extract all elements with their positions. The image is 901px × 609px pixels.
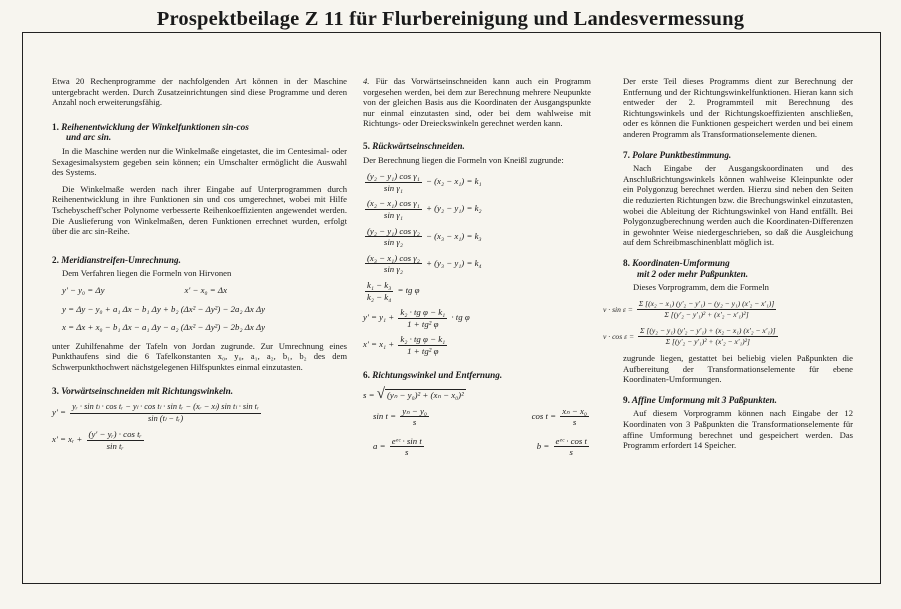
formula-kneissl-4: $\frac{\text{(x₃ − x₁) cos γ₂}}{\text{sin γ₂}}$ + (y₃ − y₁) = k₄ [367,252,482,275]
section-1-heading: 1. Reihenentwicklung der Winkelfunktionen sin-cos und arc sin. [52,121,249,143]
formula-kneissl-3: $\frac{\text{(y₂ − y₁) cos γ₂}}{\text{sin γ₂}}$ − (x₃ − x₁) = k₃ [367,225,482,248]
section-4-text: 4. Für das Vorwärtseinschneiden kann auch ein Programm vorgesehen werden, bei dem zur Berechnung mehrere Neupunkte von der gleichen Basis aus die Koordinaten der Ausgangspunkte nur einmal einzutasten sind, oder bei dem wahlweise mit Richtungs- oder Dreieckswinkeln gerechnet werden kann. [363,76,591,129]
section-7-text: Nach Eingabe der Ausgangskoordinaten und des Anschlußrichtungswinkels können wahlweise Kleinpunkte oder ein Polygonzug berechnet werden. Hierzu sind neben den Seiten die reduzierten Richtungen bzw. die Brechungswinkel einzutasten, wobei die Ableitung der Richtungswinkel von Hand entfällt. Bei Polygonzugberechnung werden auch die Koordinaten-Differenzen in gewohnter Weise niedergeschrieben, so daß die Ausgleichung auf dem Schreibmaschinenblatt möglich ist. [623,163,853,248]
section-7-heading: 7. Polare Punktbestimmung. [623,149,732,160]
formula-v-sin: v · sin ε = $\frac{\text{Σ [(x₂ − x₁) (y'₂ − y'₁) − (y₂ − y₁) (x'₂ − x'₁)]}}{\text{Σ [(y'₂ − y'₁)² + (x'₂ − x'₁)²]}}$ [603,298,775,320]
formula-hirvonen-2: y = Δy − y₀ + a₁ Δx − b₁ Δy + b₂ (Δx² − Δy²) − 2a₂ Δx Δy [62,303,266,314]
section-2-p2: unter Zuhilfenahme der Tafeln von Jordan zugrunde. Zur Umrechnung eines Punkthaufens sind die 6 Tafelkonstanten x₀, y₀, a₁, a₂, b₁, b₂ des dem Schwerpunkthochwert nächstgelegenen Hilfspunktes einmal einzutasten. [52,340,347,372]
column-1 [52,76,347,456]
formula-vorwaerts-x: x' = xᵣ + $\frac{\text{(y' − yᵣ) · cos tᵣ}}{\text{sin tᵣ}}$ [52,429,142,451]
formula-kneissl-6: y' = y₁ + $\frac{\text{k₂ · tg φ − k₁}}{\text{1 + tg² φ}}$ · tg φ [363,307,470,329]
section-6-continued: Der erste Teil dieses Programms dient zur Berechnung der Entfernung und der Richtungswinkelfunktionen. Hieran kann sich entweder der 2. Programmteil mit Berechnung des Richtungswinkels und der Richtungskoeffizienten anschließen, oder es können die Funktionen gespeichert werden und bei einem anderen Programm als Transformationselemente dienen. [623,76,853,139]
formula-v-cos: v · cos ε = $\frac{\text{Σ [(y₂ − y₁) (y'₂ − y'₁) + (x₂ − x₁) (x'₂ − x'₁)]}}{\text{Σ [(y'₂ − y'₁)² + (x'₂ − x'₁)²]}}$ [603,325,776,347]
section-8-p2: zugrunde liegen, gestattet bei beliebig vielen Paßpunkten die Aufbereitung der Transformationselemente für ebene Koordinaten-Umformungen. [623,353,853,385]
formula-hirvonen-1: y' − y₀ = Δy x' − x₀ = Δx [62,284,227,295]
section-8-heading: 8. Koordinaten-Umformung mit 2 oder mehr Paßpunkten. [623,257,749,279]
section-1-p2: Die Winkelmaße werden nach ihrer Eingabe auf Unterprogrammen durch Reihenentwicklung in ihre Funktionen sin und cos umgerechnet, wobei mit Hilfe Tschebyscheff'scher Polynome verbesserte Reihenkoeffizienten angewendet werden. Die Auslieferung von Winkelmaßen, deren Funktionen errechnet wurden, erfolgt über die arc sin-Reihe. [52,183,347,237]
section-5-heading: 5. Rückwärtseinschneiden. [363,140,465,151]
formula-kneissl-1: $\frac{\text{(y₂ − y₁) cos γ₁}}{\text{sin γ₁}}$ − (x₂ − x₁) = k₁ [367,171,482,193]
section-1-p1: In die Maschine werden nur die Winkelmaße eingetastet, die im Centesimal- oder Sexagesimalsystem gegeben sein können; ein Umschalter ermöglicht die Auswahl des Systems. [52,145,347,178]
section-2-p1: Dem Verfahren liegen die Formeln von Hirvonen [62,268,232,279]
section-8-p1: Dieses Vorprogramm, dem die Formeln [633,282,769,293]
title-wrap [0,8,901,31]
column-2 [363,76,591,466]
section-2-heading: 2. Meridianstreifen-Umrechnung. [52,254,181,265]
intro-text: Etwa 20 Rechenprogramme der nachfolgenden Art können in der Maschine untergebracht werden. Durch Zusatzeinrichtungen sind diese Programme und deren Anzahl noch erweiterungsfähig. [52,76,347,108]
formula-kneissl-7: x' = x₁ + $\frac{\text{k₂ · tg φ − k₁}}{\text{1 + tg² φ}}$ [363,334,446,356]
formula-sin-cos: sin t = $\frac{\text{yₙ − y₀}}{s}$ cos t = $\frac{\text{xₙ − x₀}}{s}$ [373,405,587,428]
formula-kneissl-2: $\frac{\text{(x₂ − x₁) cos γ₁}}{\text{sin γ₁}}$ + (y₂ − y₁) = k₂ [367,198,482,220]
page-title: Prospektbeilage Z 11 für Flurbereinigung und Landesvermessung [147,8,754,31]
formula-kneissl-5: $\frac{\text{k₁ − k₃}}{\text{k₂ − k₄}}$ = tg φ [367,279,420,302]
section-5-p1: Der Berechnung liegen die Formeln von Kneißl zugrunde: [363,154,564,165]
section-9-text: Auf diesem Vorprogramm können nach Eingabe der 12 Koordinaten von 3 Paßpunkten die Transformationselemente für affine Umformung berechnet und gespeichert werden. Das Programm erfordert 14 Speicher. [623,408,853,451]
section-9-heading: 9. Affine Umformung mit 3 Paßpunkten. [623,394,777,405]
formula-vorwaerts-y: y' = yᵣ · sin tₗ · cos tᵣ − yₗ · cos tₗ · sin tᵣ − (xᵣ − xₗ) sin tₗ · sin tᵣ sin (tₗ − tᵣ) [52,402,260,423]
formula-distance: s = √ (yₙ − y₀)² + (xₙ − x₀)² [363,386,464,403]
formula-hirvonen-3: x = Δx + x₀ − b₁ Δx − a₁ Δy − a₂ (Δx² − Δy²) − 2b₂ Δx Δy [62,322,266,333]
section-6-heading: 6. Richtungswinkel und Entfernung. [363,370,503,381]
formula-a-b: a = $\frac{\text{eᵉᶜ · sin t}}{s}$ b = $\frac{\text{eᵉᶜ · cos t}}{s}$ [373,435,587,458]
column-3 [603,76,853,457]
section-3-heading: 3. Vorwärtseinschneiden mit Richtungswinkeln. [52,386,233,397]
